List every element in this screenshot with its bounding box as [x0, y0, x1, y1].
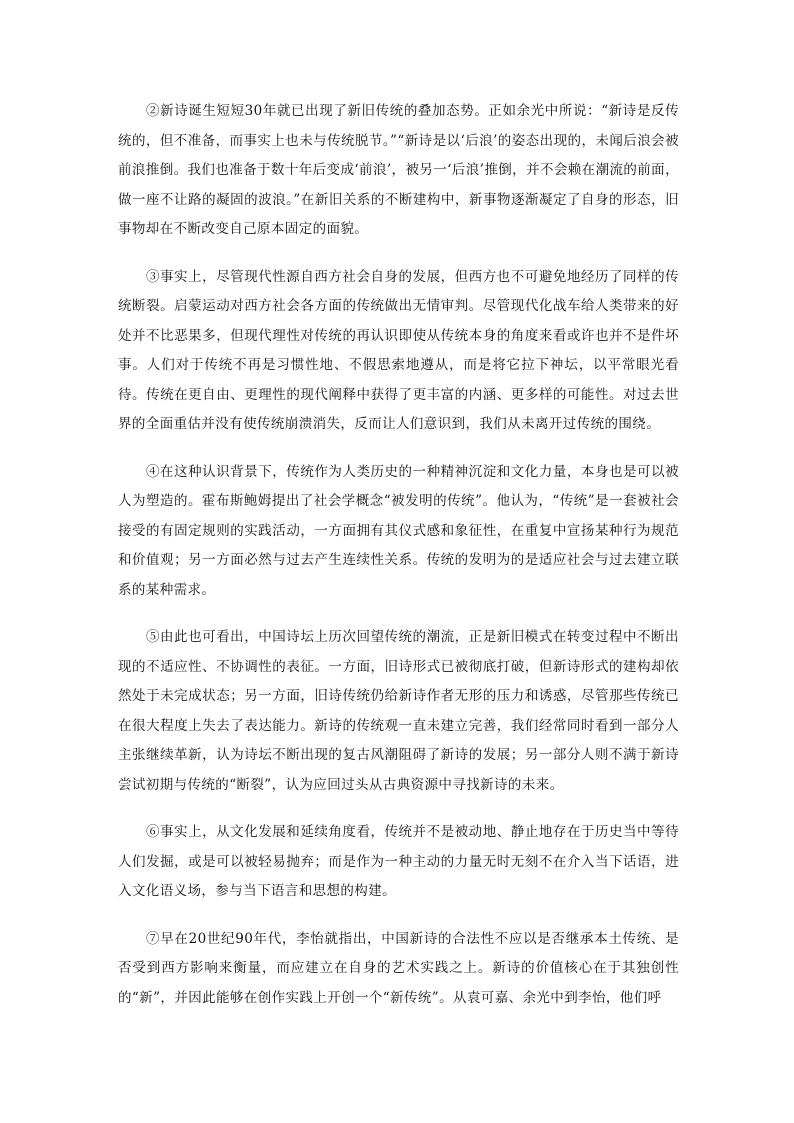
article-body: [118, 97, 679, 1031]
paragraph-5: ⑤由此也可看出，中国诗坛上历次回望传统的潮流，正是新旧模式在转变过程中不断出现的不适应性、不协调性的表征。一方面，旧诗形式已被彻底打破，但新诗形式的建构却依然处于未完成状态；另一方面，旧诗传统仍给新诗作者无形的压力和诱惑，尽管那些传统已在很大程度上失去了表达能力。新诗的传统观一直未建立完善，我们经常同时看到一部分人主张继续革新，认为诗坛不断出现的复古风潮阻碍了新诗的发展；另一部分人则不满于新诗尝试初期与传统的“断裂”，认为应回过头从古典资源中寻找新诗的未来。: [118, 629, 679, 793]
paragraph-3: ③事实上，尽管现代性源自西方社会自身的发展，但西方也不可避免地经历了同样的传统断裂。启蒙运动对西方社会各方面的传统做出无情审判。尽管现代化战车给人类带来的好处并不比恶果多，但现代理性对传统的再认识即使从传统本身的角度来看或许也并不是件坏事。人们对于传统不再是习惯性地、不假思索地遵从，而是将它拉下神坛，以平常眼光看待。传统在更自由、更理性的现代阐释中获得了更丰富的内涵、更多样的可能性。对过去世界的全面重估并没有使传统崩溃消失，反而让人们意识到，我们从未离开过传统的围绕。: [118, 268, 679, 432]
paragraph-7: ⑦早在20世纪90年代，李怡就指出，中国新诗的合法性不应以是否继承本土传统、是否受到西方影响来衡量，而应建立在自身的艺术实践之上。新诗的价值核心在于其独创性的“新”，并因此能够在创作实践上开创一个“新传统”。从袁可嘉、余光中到李怡，他们呼: [118, 930, 679, 1006]
paragraph-4: ④在这种认识背景下，传统作为人类历史的一种精神沉淀和文化力量，本身也是可以被人为塑造的。霍布斯鲍姆提出了社会学概念“被发明的传统”。他认为，“传统”是一套被社会接受的有固定规则的实践活动，一方面拥有其仪式感和象征性，在重复中宣扬某种行为规范和价值观；另一方面必然与过去产生连续性关系。传统的发明为的是适应社会与过去建立联系的某种需求。: [118, 463, 679, 598]
paragraph-2: ②新诗诞生短短30年就已出现了新旧传统的叠加态势。正如余光中所说：“新诗是反传统的，但不准备，而事实上也未与传统脱节。”“新诗是以‘后浪’的姿态出现的，未闻后浪会被前浪推倒。我们也准备于数十年后变成‘前浪’，被另一‘后浪’推倒，并不会赖在潮流的前面，做一座不让路的凝固的波浪。”在新旧关系的不断建构中，新事物逐渐凝定了自身的形态，旧事物却在不断改变自己原本固定的面貌。: [118, 103, 679, 237]
paragraph-6: ⑥事实上，从文化发展和延续角度看，传统并不是被动地、静止地存在于历史当中等待人们发掘，或是可以被轻易抛弃；而是作为一种主动的力量无时无刻不在介入当下话语，进入文化语义场，参与当下语言和思想的构建。: [118, 824, 679, 899]
